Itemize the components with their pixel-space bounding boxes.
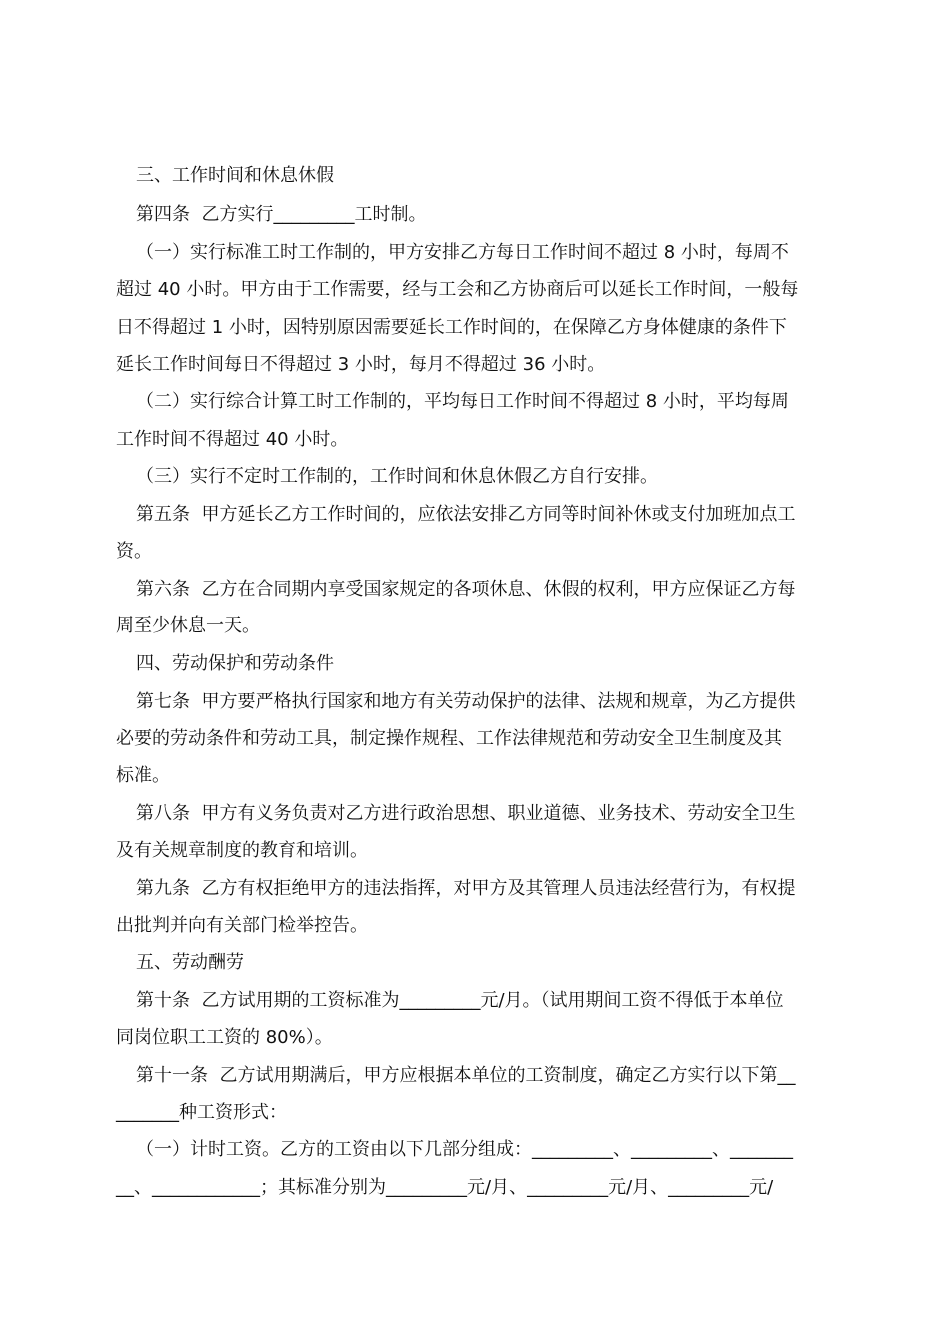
article-4-item-1-line-2: 超过 40 小时。甲方由于工作需要，经与工会和乙方协商后可以延长工作时间，一般每	[116, 279, 799, 300]
article-10-line-2: 同岗位职工工资的 80%）。	[116, 1027, 333, 1048]
article-9-line-1: 第九条 乙方有权拒绝甲方的违法指挥，对甲方及其管理人员违法经营行为，有权提	[136, 878, 796, 899]
article-5-line-1: 第五条 甲方延长乙方工作时间的，应依法安排乙方同等时间补休或支付加班加点工	[136, 504, 796, 525]
section-heading-work-time: 三、工作时间和休息休假	[136, 165, 334, 186]
article-11-item-1-line-1: （一）计时工资。乙方的工资由以下几部分组成：_________、_________、_______	[136, 1139, 793, 1160]
article-4-item-2-line-2: 工作时间不得超过 40 小时。	[116, 429, 349, 450]
article-4-item-1-line-1: （一）实行标准工时工作制的，甲方安排乙方每日工作时间不超过 8 小时，每周不	[136, 242, 789, 263]
article-11-line-2: _______种工资形式：	[116, 1102, 287, 1123]
article-4-item-1-line-4: 延长工作时间每日不得超过 3 小时，每月不得超过 36 小时。	[116, 354, 606, 375]
section-heading-labor-protection: 四、劳动保护和劳动条件	[136, 653, 334, 674]
article-11-item-1-line-2: __、____________；其标准分别为_________元/月、_________元/月、_________元/	[116, 1177, 774, 1198]
section-heading-labor-pay: 五、劳动酬劳	[136, 952, 244, 973]
article-7-line-2: 必要的劳动条件和劳动工具，制定操作规程、工作法律规范和劳动安全卫生制度及其	[116, 728, 782, 749]
article-6-line-1: 第六条 乙方在合同期内享受国家规定的各项休息、休假的权利，甲方应保证乙方每	[136, 579, 796, 600]
article-7-line-3: 标准。	[116, 765, 170, 786]
article-4-line-1: 第四条 乙方实行_________工时制。	[136, 204, 427, 225]
article-10-line-1: 第十条 乙方试用期的工资标准为_________元/月。（试用期间工资不得低于本单位	[136, 990, 784, 1011]
article-5-line-2: 资。	[116, 541, 152, 562]
article-9-line-2: 出批判并向有关部门检举控告。	[116, 915, 368, 936]
article-7-line-1: 第七条 甲方要严格执行国家和地方有关劳动保护的法律、法规和规章，为乙方提供	[136, 691, 796, 712]
article-4-item-2-line-1: （二）实行综合计算工时工作制的，平均每日工作时间不得超过 8 小时，平均每周	[136, 391, 789, 412]
article-4-item-3-line-1: （三）实行不定时工作制的，工作时间和休息休假乙方自行安排。	[136, 466, 658, 487]
article-11-line-1: 第十一条 乙方试用期满后，甲方应根据本单位的工资制度，确定乙方实行以下第__	[136, 1065, 796, 1086]
article-8-line-2: 及有关规章制度的教育和培训。	[116, 840, 368, 861]
article-6-line-2: 周至少休息一天。	[116, 615, 260, 636]
article-8-line-1: 第八条 甲方有义务负责对乙方进行政治思想、职业道德、业务技术、劳动安全卫生	[136, 803, 796, 824]
article-4-item-1-line-3: 日不得超过 1 小时，因特别原因需要延长工作时间的，在保障乙方身体健康的条件下	[116, 317, 787, 338]
